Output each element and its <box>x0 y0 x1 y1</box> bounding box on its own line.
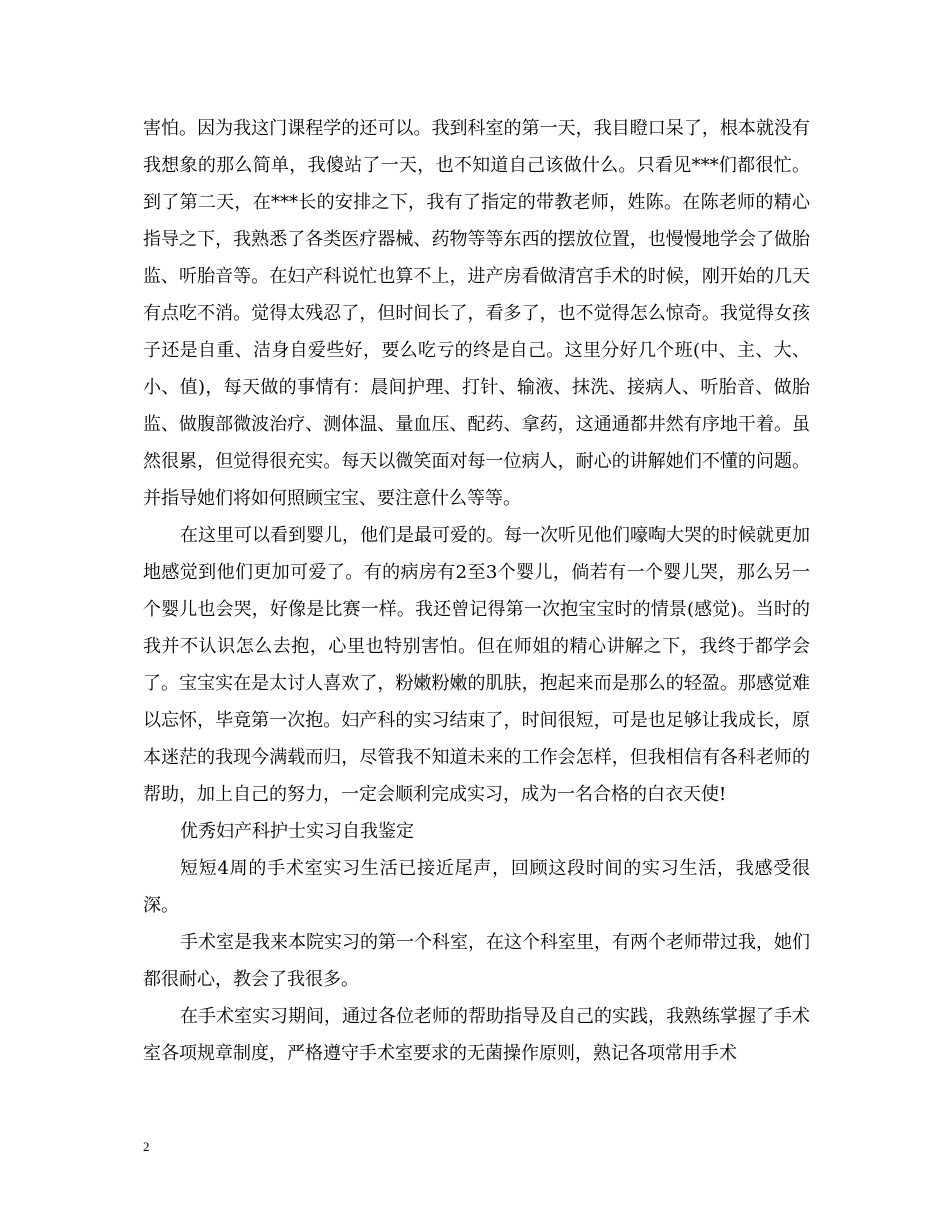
paragraph-3: 短短4周的手术室实习生活已接近尾声，回顾这段时间的实习生活，我感受很深。 <box>143 858 810 916</box>
page-number: 2 <box>143 1139 150 1154</box>
paragraph-1: 害怕。因为我这门课程学的还可以。我到科室的第一天，我目瞪口呆了，根本就没有我想象的那么简单，我傻站了一天，也不知道自己该做什么。只看见***们都很忙。到了第二天，在***长的安排之下，我有了指定的带教老师，姓陈。在陈老师的精心指导之下，我熟悉了各类医疗器械、药物等等东西的摆放位置，也慢慢地学会了做胎监、听胎音等。在妇产科说忙也算不上，进产房看做清宫手术的时候，刚开始的几天有点吃不消。觉得太残忍了，但时间长了，看多了，也不觉得怎么惊奇。我觉得女孩子还是自重、洁身自爱些好，要么吃亏的终是自己。这里分好几个班(中、主、大、小、值)，每天做的事情有：晨间护理、打针、输液、抹洗、接病人、听胎音、做胎监、做腹部微波治疗、测体温、量血压、配药、拿药，这通通都井然有序地干着。虽然很累，但觉得很充实。每天以微笑面对每一位病人，耐心的讲解她们不懂的问题。并指导她们将如何照顾宝宝、要注意什么等等。 <box>143 118 810 509</box>
paragraph-2: 在这里可以看到婴儿，他们是最可爱的。每一次听见他们嚎啕大哭的时候就更加地感觉到他们更加可爱了。有的病房有2至3个婴儿，倘若有一个婴儿哭，那么另一个婴儿也会哭，好像是比赛一样。我还曾记得第一次抱宝宝时的情景(感觉)。当时的我并不认识怎么去抱，心里也特别害怕。但在师姐的精心讲解之下，我终于都学会了。宝宝实在是太讨人喜欢了，粉嫩粉嫩的肌肤，抱起来而是那么的轻盈。那感觉难以忘怀，毕竟第一次抱。妇产科的实习结束了，时间很短，可是也足够让我成长，原本迷茫的我现今满载而归，尽管我不知道未来的工作会怎样，但我相信有各科老师的帮助，加上自己的努力，一定会顺利完成实习，成为一名合格的白衣天使! <box>143 525 810 805</box>
paragraph-4: 手术室是我来本院实习的第一个科室，在这个科室里，有两个老师带过我，她们都很耐心，教会了我很多。 <box>143 932 810 990</box>
section-heading: 优秀妇产科护士实习自我鉴定 <box>180 821 414 842</box>
document-body <box>143 110 810 1072</box>
paragraph-5: 在手术室实习期间，通过各位老师的帮助指导及自己的实践，我熟练掌握了手术室各项规章制度，严格遵守手术室要求的无菌操作原则，熟记各项常用手术 <box>143 1006 810 1064</box>
